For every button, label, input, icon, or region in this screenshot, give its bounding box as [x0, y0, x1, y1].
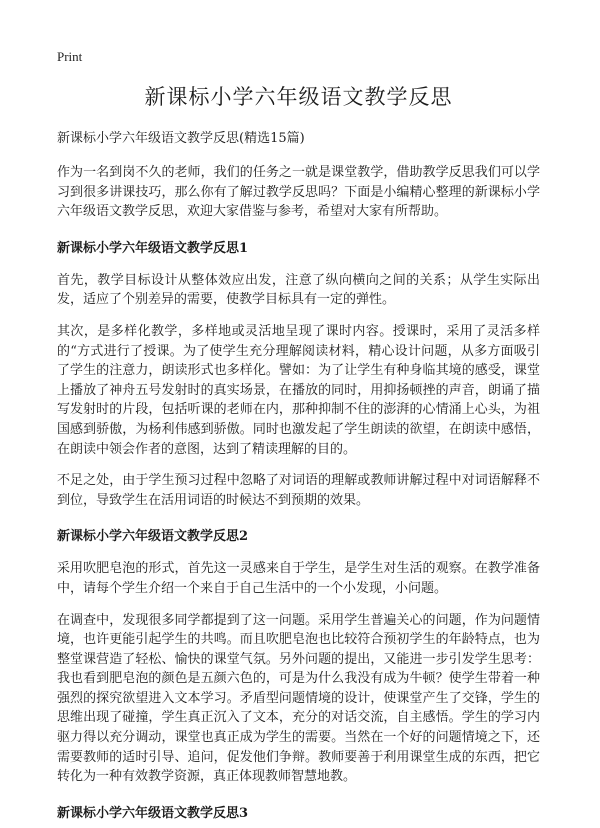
section-1-paragraph-2: 其次，是多样化教学，多样地或灵活地呈现了课时内容。授课时，采用了灵活多样的“方式进行了授课。为了使学生充分理解阅读材料，精心设计问题，从多方面吸引了学生的注意力，朗读形式也多样化。譬如：为了让学生有种身临其境的感受，课堂上播放了神舟五号发射时的真实场景，在播放的同时，用抑扬顿挫的声音，朗诵了描写发射时的片段，包括听课的老师在内，那种抑制不住的澎湃的心情涌上心头，为祖国感到骄傲，为杨利伟感到骄傲。同时也激发起了学生朗读的欲望，在朗读中感悟，在朗读中领会作者的意图，达到了精读理解的目的。 — [57, 323, 540, 457]
section-heading-3: 新课标小学六年级语文教学反思3 — [57, 805, 249, 821]
section-2-paragraph-1: 采用吹肥皂泡的形式，首先这一灵感来自于学生，是学生对生活的观察。在教学准备中，请每个学生介绍一个来自于自己生活中的一个小发现，小问题。 — [57, 561, 540, 596]
section-1-paragraph-3: 不足之处，由于学生预习过程中忽略了对词语的理解或教师讲解过程中对词语解释不到位，导致学生在活用词语的时候达不到预期的效果。 — [57, 473, 540, 508]
intro-paragraph: 作为一名到岗不久的老师，我们的任务之一就是课堂教学，借助教学反思我们可以学习到很多讲课技巧，那么你有了解过教学反思吗？下面是小编精心整理的新课标小学六年级语文教学反思，欢迎大家借鉴与参考，希望对大家有所帮助。 — [57, 165, 540, 220]
section-1-paragraph-1: 首先，教学目标设计从整体效应出发，注意了纵向横向之间的关系；从学生实际出发，适应了个别差异的需要，使教学目标具有一定的弹性。 — [57, 272, 540, 308]
document-subtitle: 新课标小学六年级语文教学反思(精选15篇) — [57, 131, 305, 146]
section-2-paragraph-2: 在调查中，发现很多同学都提到了这一问题。采用学生普遍关心的问题，作为问题情境，也许更能引起学生的共鸣。而且吹肥皂泡也比较符合预初学生的年龄特点，也为整堂课营造了轻松、愉快的课堂气氛。另外问题的提出，又能进一步引发学生思考：我也看到肥皂泡的颜色是五颜六色的，可是为什么我没有成为牛顿？使学生带着一种强烈的探究欲望进入文本学习。矛盾型问题情境的设计，使课堂产生了交锋，学生的思维出现了碰撞，学生真正沉入了文本，充分的对话交流，自主感悟。学生的学习内驱力得以充分调动，课堂也真正成为学生的需要。当然在一个好的问题情境之下，还需要教师的适时引导、追问，促发他们争辩。教师要善于利用课堂生成的东西，把它转化为一种有效教学资源，真正体现教师智慧地教。 — [57, 612, 540, 785]
section-heading-2: 新课标小学六年级语文教学反思2 — [57, 529, 249, 545]
page-title: 新课标小学六年级语文教学反思 — [144, 85, 453, 109]
section-heading-1: 新课标小学六年级语文教学反思1 — [57, 240, 249, 256]
print-link[interactable]: Print — [57, 49, 83, 64]
